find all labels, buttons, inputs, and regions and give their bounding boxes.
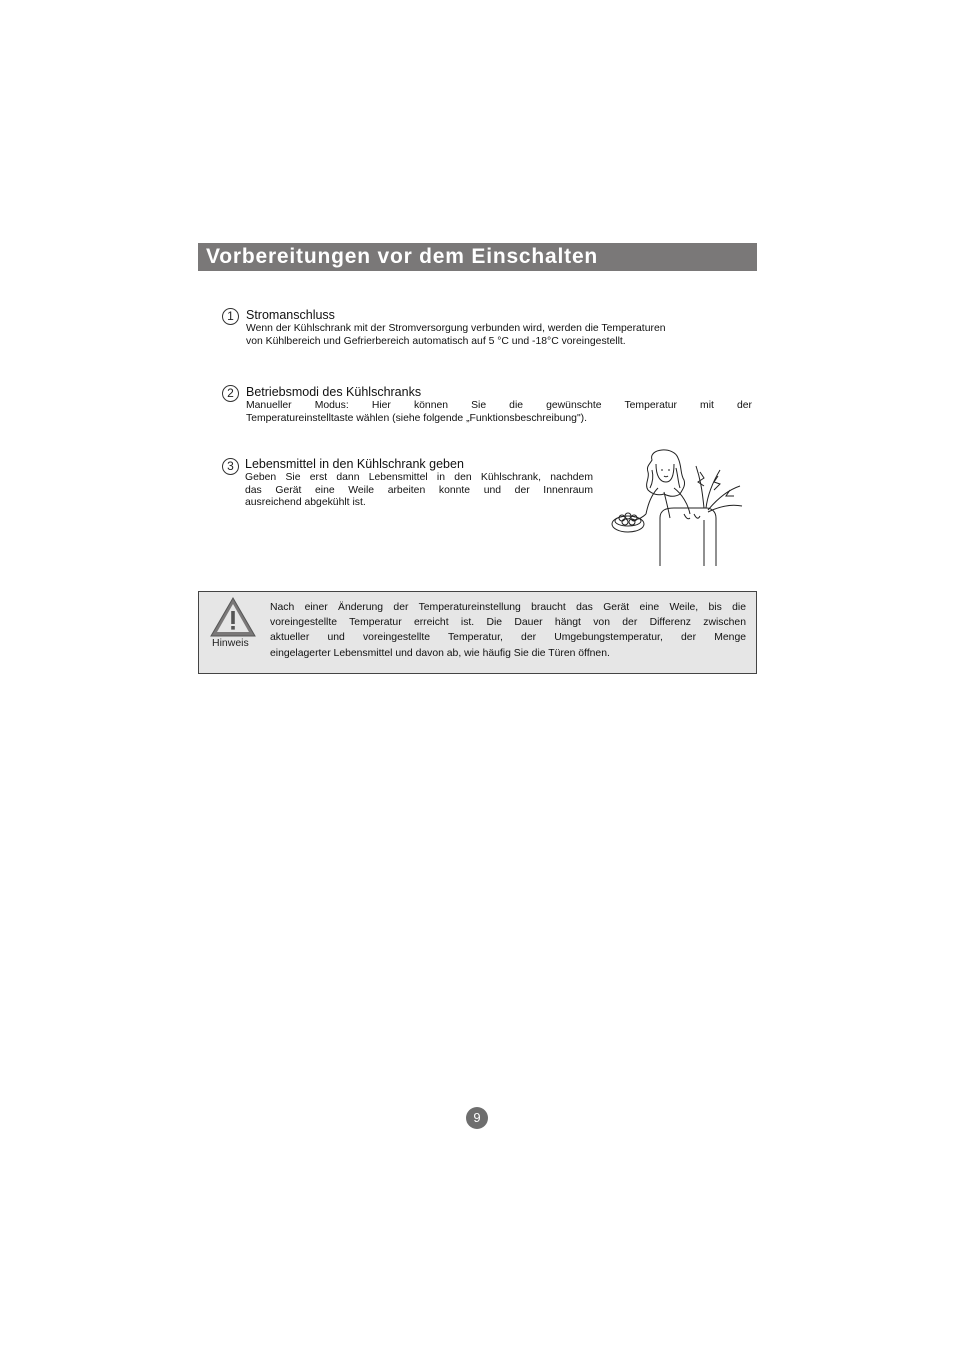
note-line: eingelagerter Lebensmittel und davon ab, wie häufig Sie die Türen öffnen. — [270, 647, 610, 659]
section-heading-1: Stromanschluss — [246, 308, 335, 322]
page-title: Vorbereitungen vor dem Einschalten — [206, 245, 599, 268]
page-title-bar — [198, 243, 757, 271]
woman-with-food-illustration — [608, 448, 748, 566]
section-number-3: 3 — [222, 458, 239, 475]
note-line: voreingestellte Temperatur erreicht ist. Die Dauer hängt von der Differenz zwischen — [270, 617, 746, 629]
section-3-line: ausreichend abgekühlt ist. — [245, 497, 366, 508]
page-number-badge: 9 — [466, 1107, 488, 1129]
section-2-line: Temperatureinstelltaste wählen (siehe folgende „Funktionsbeschreibung"). — [246, 412, 587, 424]
note-text — [270, 600, 746, 661]
note-box — [198, 591, 757, 674]
section-heading-2: Betriebsmodi des Kühlschranks — [246, 385, 422, 399]
note-line: Nach einer Änderung der Temperatureinstellung braucht das Gerät eine Weile, bis die — [270, 602, 746, 613]
section-3-line: Geben Sie erst dann Lebensmittel in den Kühlschrank, nachdem — [245, 472, 593, 483]
section-body-2 — [246, 400, 752, 425]
note-line: aktueller und voreingestellte Temperatur, der Umgebungstemperatur, der Menge — [270, 632, 746, 644]
warning-triangle-icon — [209, 596, 257, 638]
section-2-line: Manueller Modus: Hier können Sie die gewünschte Temperatur mit der — [246, 400, 752, 411]
section-body-3 — [245, 472, 593, 510]
section-body-1 — [246, 323, 740, 348]
section-1-line: von Kühlbereich und Gefrierbereich automatisch auf 5 °C und -18°C voreingestellt. — [246, 335, 626, 347]
section-number-2: 2 — [222, 385, 239, 402]
section-heading-3: Lebensmittel in den Kühlschrank geben — [245, 457, 464, 471]
section-1-line: Wenn der Kühlschrank mit der Stromversorgung verbunden wird, werden die Temperaturen — [246, 323, 666, 334]
note-label: Hinweis — [212, 637, 249, 649]
section-number-1: 1 — [222, 308, 239, 325]
section-3-line: das Gerät eine Weile arbeiten konnte und der Innenraum — [245, 484, 593, 496]
